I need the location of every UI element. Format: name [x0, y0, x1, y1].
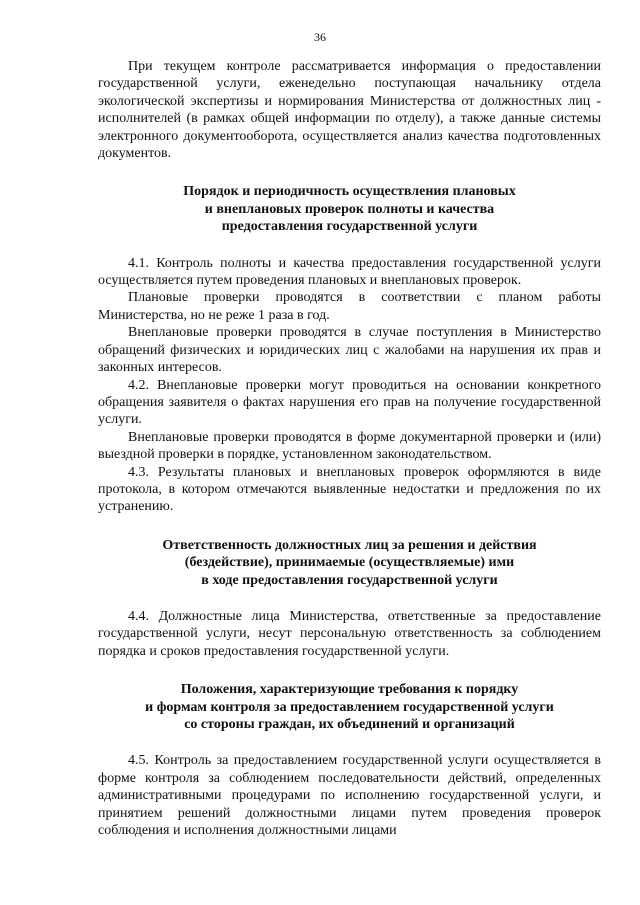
paragraph-planned-checks: Плановые проверки проводятся в соответствии с планом работы Министерства, но не реже 1 раза в год. [98, 290, 601, 323]
page-number: 36 [314, 30, 326, 44]
heading-line: Ответственность должностных лиц за решения и действия [162, 537, 537, 553]
paragraph-4-4: 4.4. Должностные лица Министерства, ответственные за предоставление государственной услуги, несут персональную ответственность за соблюдением порядка и сроков предоставления государственной услуги. [98, 608, 601, 659]
heading-line: предоставления государственной услуги [221, 219, 478, 235]
intro-paragraph: При текущем контроле рассматривается информация о предоставлении государственной услуги, еженедельно поступающая начальнику отдела экологической экспертизы и нормирования Министерства от должностных лиц - исполнителей (в рамках общей информации по отделу), а также данные системы электронного документооборота, осуществляется анализ качества подготовленных документов. [98, 59, 601, 162]
heading-line: Порядок и периодичность осуществления плановых [183, 184, 516, 200]
paragraph-4-5: 4.5. Контроль за предоставлением государственной услуги осуществляется в форме контроля за соблюдением последовательности действий, определенных административными процедурами по исполнению государственной услуги, и принятием решений должностными лицами путем проведения проверок соблюдения и исполнения должностными лицами [98, 753, 601, 839]
heading-line: Положения, характеризующие требования к порядку [180, 682, 519, 698]
document-body [98, 58, 601, 839]
section-heading-public-control [98, 681, 601, 733]
paragraph-4-1: 4.1. Контроль полноты и качества предоставления государственной услуги осуществляется путем проведения плановых и внеплановых проверок. [98, 255, 601, 289]
heading-line: и формам контроля за предоставлением государственной услуги [145, 699, 554, 715]
section-heading-inspections [98, 183, 601, 235]
paragraph-unplanned-checks: Внеплановые проверки проводятся в случае поступления в Министерство обращений физических и юридических лиц с жалобами на нарушения их прав и законных интересов. [98, 325, 601, 376]
paragraph-check-forms: Внеплановые проверки проводятся в форме документарной проверки и (или) выездной проверки в порядке, установленном законодательством. [98, 429, 601, 463]
section-heading-responsibility [98, 537, 601, 589]
paragraph-4-3: 4.3. Результаты плановых и внеплановых проверок оформляются в виде протокола, в котором отмечаются выявленные недостатки и предложения по их устранению. [98, 464, 601, 515]
heading-line: со стороны граждан, их объединений и организаций [184, 717, 515, 732]
heading-line: в ходе предоставления государственной услуги [201, 572, 498, 588]
paragraph-4-2: 4.2. Внеплановые проверки могут проводиться на основании конкретного обращения заявителя о фактах нарушения его прав на получение государственной услуги. [98, 377, 601, 428]
heading-line: (бездействие), принимаемые (осуществляемые) ими [184, 555, 515, 571]
heading-line: и внеплановых проверок полноты и качества [204, 201, 495, 217]
